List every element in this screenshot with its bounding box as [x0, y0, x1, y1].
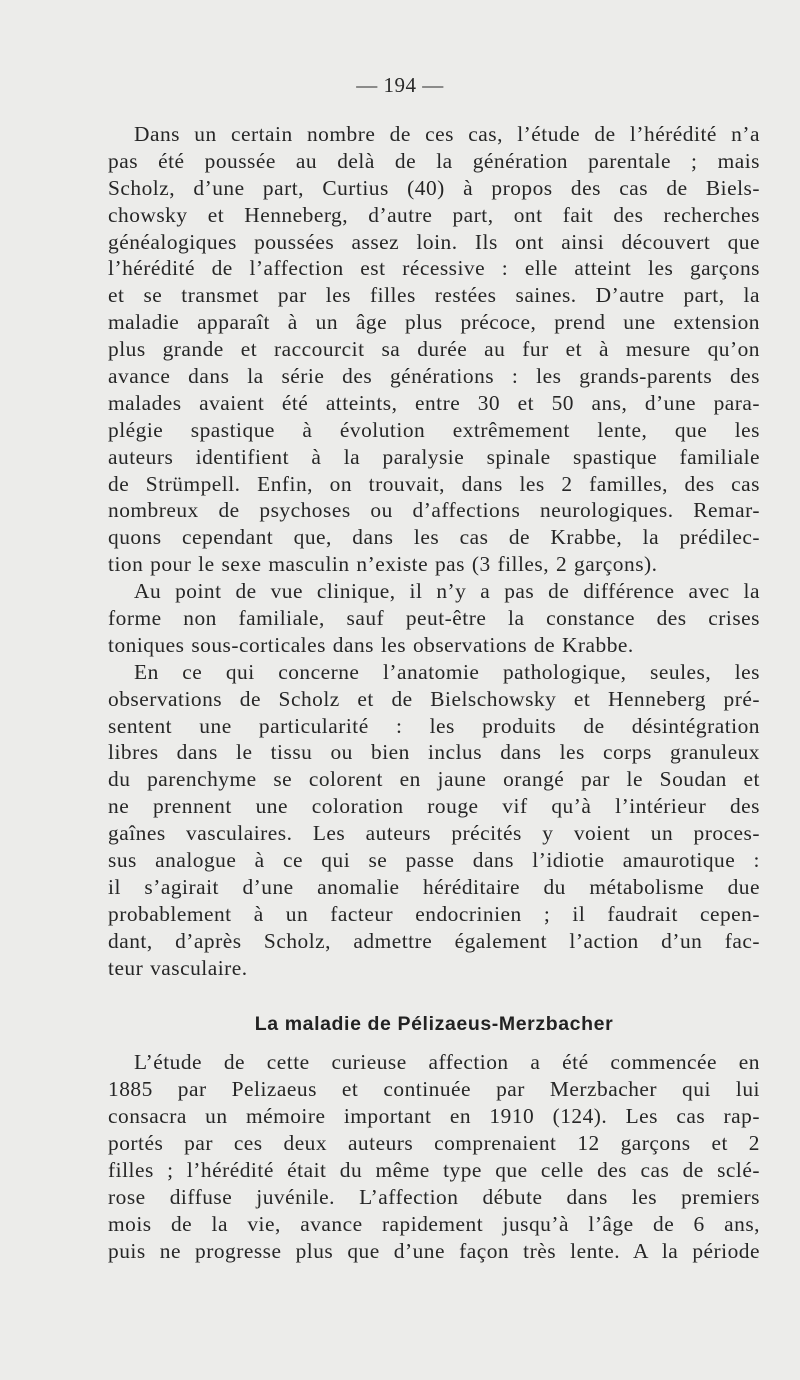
text-line: avance dans la série des générations : les grands-parents des: [108, 364, 760, 389]
text-line: maladie apparaît à un âge plus précoce, prend une extension: [108, 310, 760, 335]
text-line: il s’agirait d’une anomalie héréditaire du métabolisme due: [108, 874, 760, 899]
text-line: pas été poussée au delà de la génération parentale ; mais: [108, 148, 760, 173]
text-line: Dans un certain nombre de ces cas, l’étude de l’hérédité n’a: [134, 122, 760, 146]
text-line: chowsky et Henneberg, d’autre part, ont fait des recherches: [108, 202, 760, 227]
text-line: L’étude de cette curieuse affection a été commencée en: [134, 1050, 760, 1074]
text-line: libres dans le tissu ou bien inclus dans les corps granuleux: [108, 740, 760, 765]
text-line: En ce qui concerne l’anatomie pathologique, seules, les: [134, 659, 760, 684]
text-line: Au point de vue clinique, il n’y a pas de différence avec la: [134, 579, 760, 604]
text-line: l’hérédité de l’affection est récessive : elle atteint les garçons: [108, 256, 760, 281]
text-line: nombreux de psychoses ou d’affections neurologiques. Remar-: [108, 498, 760, 523]
text-line: puis ne progresse plus que d’une façon très lente. A la période: [108, 1239, 760, 1263]
body-text-lower: [108, 1049, 760, 1265]
text-line: plus grande et raccourcit sa durée au fur et à mesure qu’on: [108, 337, 760, 362]
text-line: plégie spastique à évolution extrêmement lente, que les: [108, 417, 760, 442]
text-line: Scholz, d’une part, Curtius (40) à propos des cas de Biels-: [108, 175, 760, 200]
text-line: teur vasculaire.: [108, 955, 248, 980]
body-text-upper: [108, 121, 760, 982]
paragraph-pelizaeus: [108, 1049, 760, 1265]
text-line: quons cependant que, dans les cas de Krabbe, la prédilec-: [108, 525, 760, 550]
text-line: ne prennent une coloration rouge vif qu’à l’intérieur des: [108, 794, 760, 819]
text-line: malades avaient été atteints, entre 30 et 50 ans, d’une para-: [108, 390, 760, 415]
text-line: de Strümpell. Enfin, on trouvait, dans les 2 familles, des cas: [108, 471, 760, 496]
text-line: portés par ces deux auteurs comprenaient 12 garçons et 2: [108, 1131, 760, 1155]
text-line: rose diffuse juvénile. L’affection débute dans les premiers: [108, 1185, 760, 1209]
section-heading: La maladie de Pélizaeus-Merzbacher: [254, 1013, 614, 1035]
text-line: et se transmet par les filles restées saines. D’autre part, la: [108, 283, 760, 308]
text-line: consacra un mémoire important en 1910 (124). Les cas rap-: [108, 1104, 760, 1128]
text-line: gaînes vasculaires. Les auteurs précités y voient un proces-: [108, 821, 760, 846]
paragraph-heredity: [108, 121, 760, 578]
text-line: sentent une particularité : les produits de désintégration: [108, 713, 760, 738]
text-line: tion pour le sexe masculin n’existe pas (3 filles, 2 garçons).: [108, 552, 658, 577]
paragraph-clinical: [108, 578, 760, 659]
text-line: probablement à un facteur endocrinien ; il faudrait cepen-: [108, 901, 760, 926]
paragraph-pathology: [108, 659, 760, 982]
text-line: forme non familiale, sauf peut-être la constance des crises: [108, 606, 760, 631]
text-line: sus analogue à ce qui se passe dans l’idiotie amaurotique :: [108, 848, 760, 873]
text-line: du parenchyme se colorent en jaune orangé par le Soudan et: [108, 767, 760, 792]
text-line: mois de la vie, avance rapidement jusqu’à l’âge de 6 ans,: [108, 1212, 760, 1236]
text-line: 1885 par Pelizaeus et continuée par Merzbacher qui lui: [108, 1077, 760, 1101]
page-number: — 194 —: [356, 73, 444, 97]
text-line: généalogiques poussées assez loin. Ils ont ainsi découvert que: [108, 229, 760, 254]
text-line: dant, d’après Scholz, admettre également l’action d’un fac-: [108, 928, 760, 953]
text-line: observations de Scholz et de Bielschowsky et Henneberg pré-: [108, 686, 760, 711]
text-line: filles ; l’hérédité était du même type que celle des cas de sclé-: [108, 1158, 760, 1182]
text-line: auteurs identifient à la paralysie spinale spastique familiale: [108, 444, 760, 469]
text-line: toniques sous-corticales dans les observations de Krabbe.: [108, 632, 634, 657]
